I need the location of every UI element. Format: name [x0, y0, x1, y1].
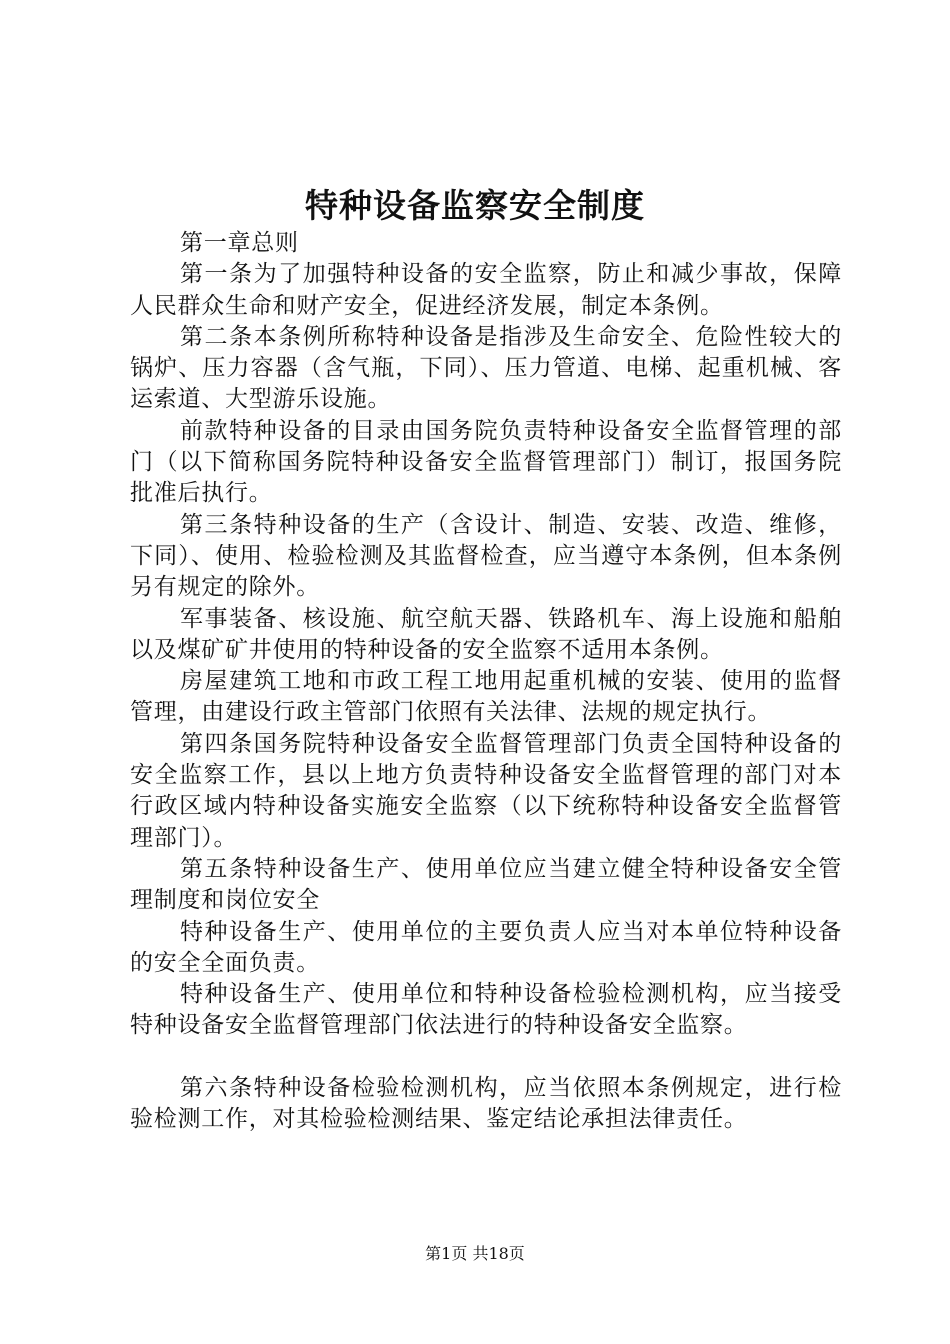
article-paragraph: 第六条特种设备检验检测机构，应当依照本条例规定，进行检验检测工作，对其检验检测结果、鉴定结论承担法律责任。 — [130, 1074, 842, 1133]
article-paragraph: 军事装备、核设施、航空航天器、铁路机车、海上设施和船舶以及煤矿矿井使用的特种设备的安全监察不适用本条例。 — [130, 605, 842, 663]
document-title: 特种设备监察安全制度 — [305, 186, 645, 225]
chapter-heading: 第一章总则 — [180, 230, 299, 256]
page-number-footer: 第1页 共18页 — [425, 1244, 525, 1263]
article-paragraph: 第一条为了加强特种设备的安全监察，防止和减少事故，保障人民群众生命和财产安全，促进经济发展，制定本条例。 — [130, 261, 842, 319]
article-paragraph: 第三条特种设备的生产（含设计、制造、安装、改造、维修，下同）、使用、检验检测及其监督检查，应当遵守本条例，但本条例另有规定的除外。 — [130, 511, 842, 601]
article-paragraph: 特种设备生产、使用单位的主要负责人应当对本单位特种设备的安全全面负责。 — [130, 918, 842, 976]
document-body — [130, 228, 842, 1135]
article-paragraph: 前款特种设备的目录由国务院负责特种设备安全监督管理的部门（以下简称国务院特种设备安全监督管理部门）制订，报国务院批准后执行。 — [130, 417, 842, 507]
article-paragraph: 特种设备生产、使用单位和特种设备检验检测机构，应当接受特种设备安全监督管理部门依法进行的特种设备安全监察。 — [130, 981, 842, 1039]
article-paragraph: 第二条本条例所称特种设备是指涉及生命安全、危险性较大的锅炉、压力容器（含气瓶，下同）、压力管道、电梯、起重机械、客运索道、大型游乐设施。 — [130, 323, 842, 413]
article-paragraph: 第五条特种设备生产、使用单位应当建立健全特种设备安全管理制度和岗位安全 — [130, 855, 842, 914]
article-paragraph: 房屋建筑工地和市政工程工地用起重机械的安装、使用的监督管理，由建设行政主管部门依照有关法律、法规的规定执行。 — [130, 668, 842, 726]
article-paragraph: 第四条国务院特种设备安全监督管理部门负责全国特种设备的安全监察工作，县以上地方负责特种设备安全监督管理的部门对本行政区域内特种设备实施安全监察（以下统称特种设备安全监督管理部门）。 — [130, 730, 842, 851]
